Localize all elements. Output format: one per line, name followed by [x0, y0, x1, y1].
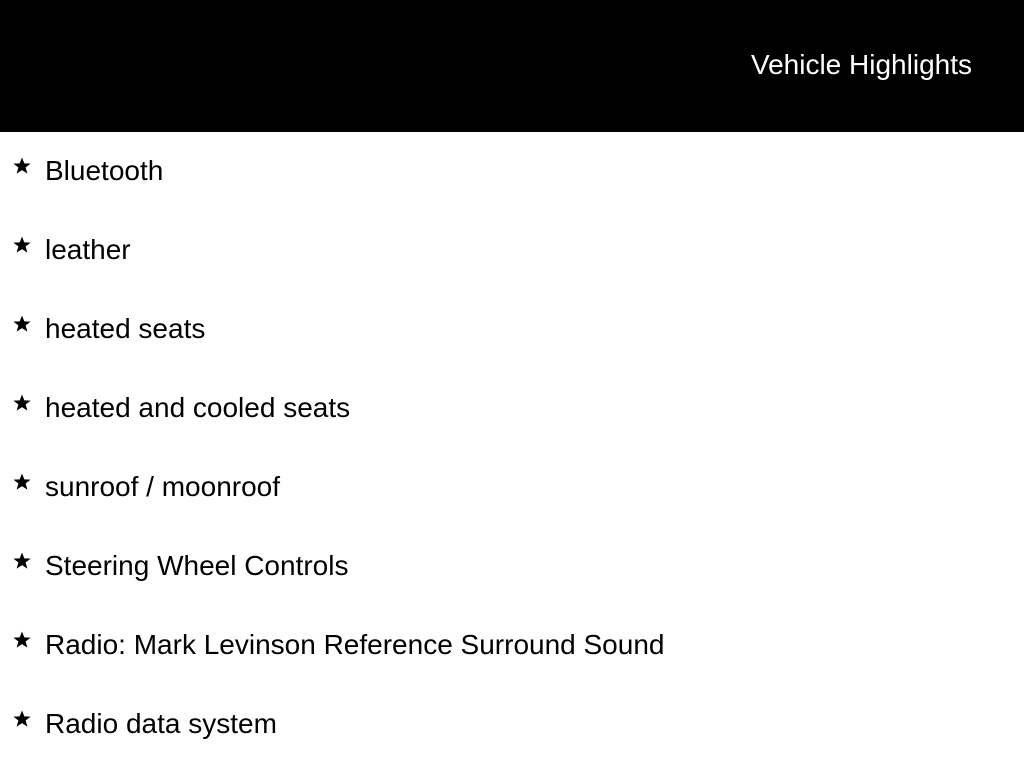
highlight-label: sunroof / moonroof [45, 471, 281, 502]
highlight-label: leather [45, 234, 131, 265]
star-icon [12, 156, 32, 176]
star-icon [12, 235, 32, 255]
star-icon [12, 551, 32, 571]
list-item [0, 448, 1024, 527]
list-item [0, 685, 1024, 764]
star-icon [12, 630, 32, 650]
highlights-list [0, 132, 1024, 764]
list-item [0, 527, 1024, 606]
list-item [0, 132, 1024, 211]
page-title: Vehicle Highlights [750, 49, 972, 80]
list-item [0, 606, 1024, 685]
list-item [0, 369, 1024, 448]
star-icon [12, 314, 32, 334]
highlight-label: Bluetooth [45, 155, 164, 186]
highlight-label: Radio: Mark Levinson Reference Surround Sound [45, 629, 665, 660]
list-item [0, 290, 1024, 369]
list-item [0, 211, 1024, 290]
star-icon [12, 709, 32, 729]
highlight-label: heated seats [45, 313, 206, 344]
highlight-label: Steering Wheel Controls [45, 550, 349, 581]
highlight-label: Radio data system [45, 708, 277, 739]
star-icon [12, 472, 32, 492]
header-bar [0, 0, 1024, 132]
star-icon [12, 393, 32, 413]
highlight-label: heated and cooled seats [45, 392, 351, 423]
